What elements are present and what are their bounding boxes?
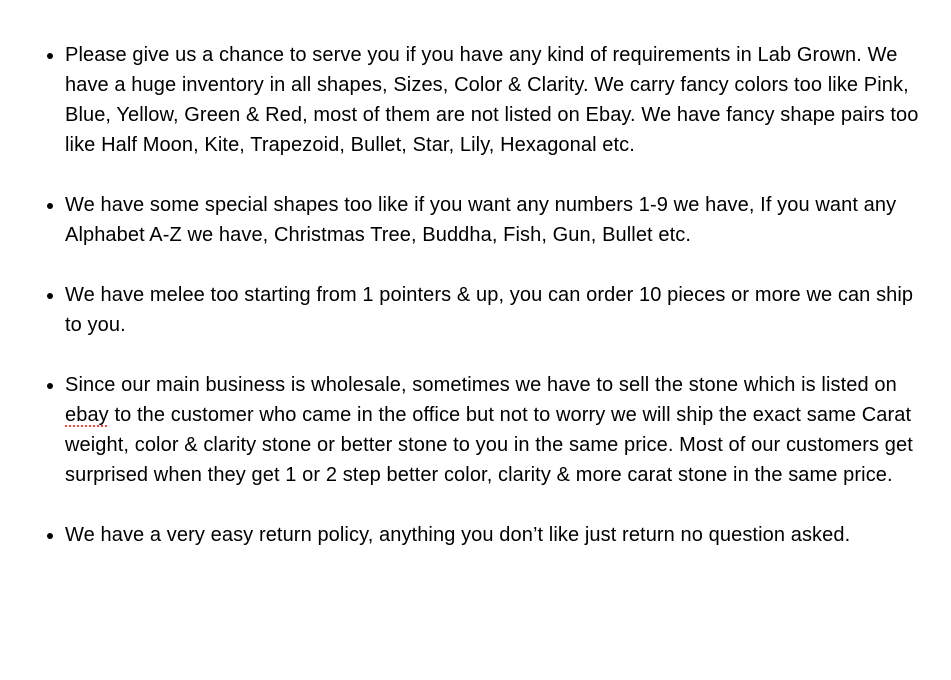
seller-info-bullet-list — [47, 40, 924, 550]
bullet-text: Please give us a chance to serve you if you have any kind of requirements in Lab Grown. We have a huge inventory in all shapes, Sizes, Color & Clarity. We carry fancy colors too like Pink, Blue, Yellow, Green & Red, most of them are not listed on Ebay. We have fancy shape pairs too like Half Moon, Kite, Trapezoid, Bullet, Star, Lily, Hexagonal etc. — [65, 44, 919, 156]
bullet-text: to the customer who came in the office but not to worry we will ship the exact same Carat weight, color & clarity stone or better stone to you in the same price. Most of our customers get surprised when they get 1 or 2 step better color, clarity & more carat stone in the same price. — [65, 404, 913, 486]
bullet-item — [65, 190, 924, 250]
bullet-item — [65, 520, 924, 550]
misspelled-word: ebay — [65, 404, 109, 426]
bullet-text: We have some special shapes too like if you want any numbers 1-9 we have, If you want any Alphabet A-Z we have, Christmas Tree, Buddha, Fish, Gun, Bullet etc. — [65, 194, 897, 246]
bullet-item — [65, 370, 924, 490]
bullet-item — [65, 280, 924, 340]
bullet-item — [65, 40, 924, 160]
bullet-text: Since our main business is wholesale, sometimes we have to sell the stone which is listed on — [65, 374, 897, 396]
bullet-text: We have a very easy return policy, anything you don’t like just return no question asked. — [65, 524, 851, 546]
bullet-text: We have melee too starting from 1 pointers & up, you can order 10 pieces or more we can ship to you. — [65, 284, 914, 336]
